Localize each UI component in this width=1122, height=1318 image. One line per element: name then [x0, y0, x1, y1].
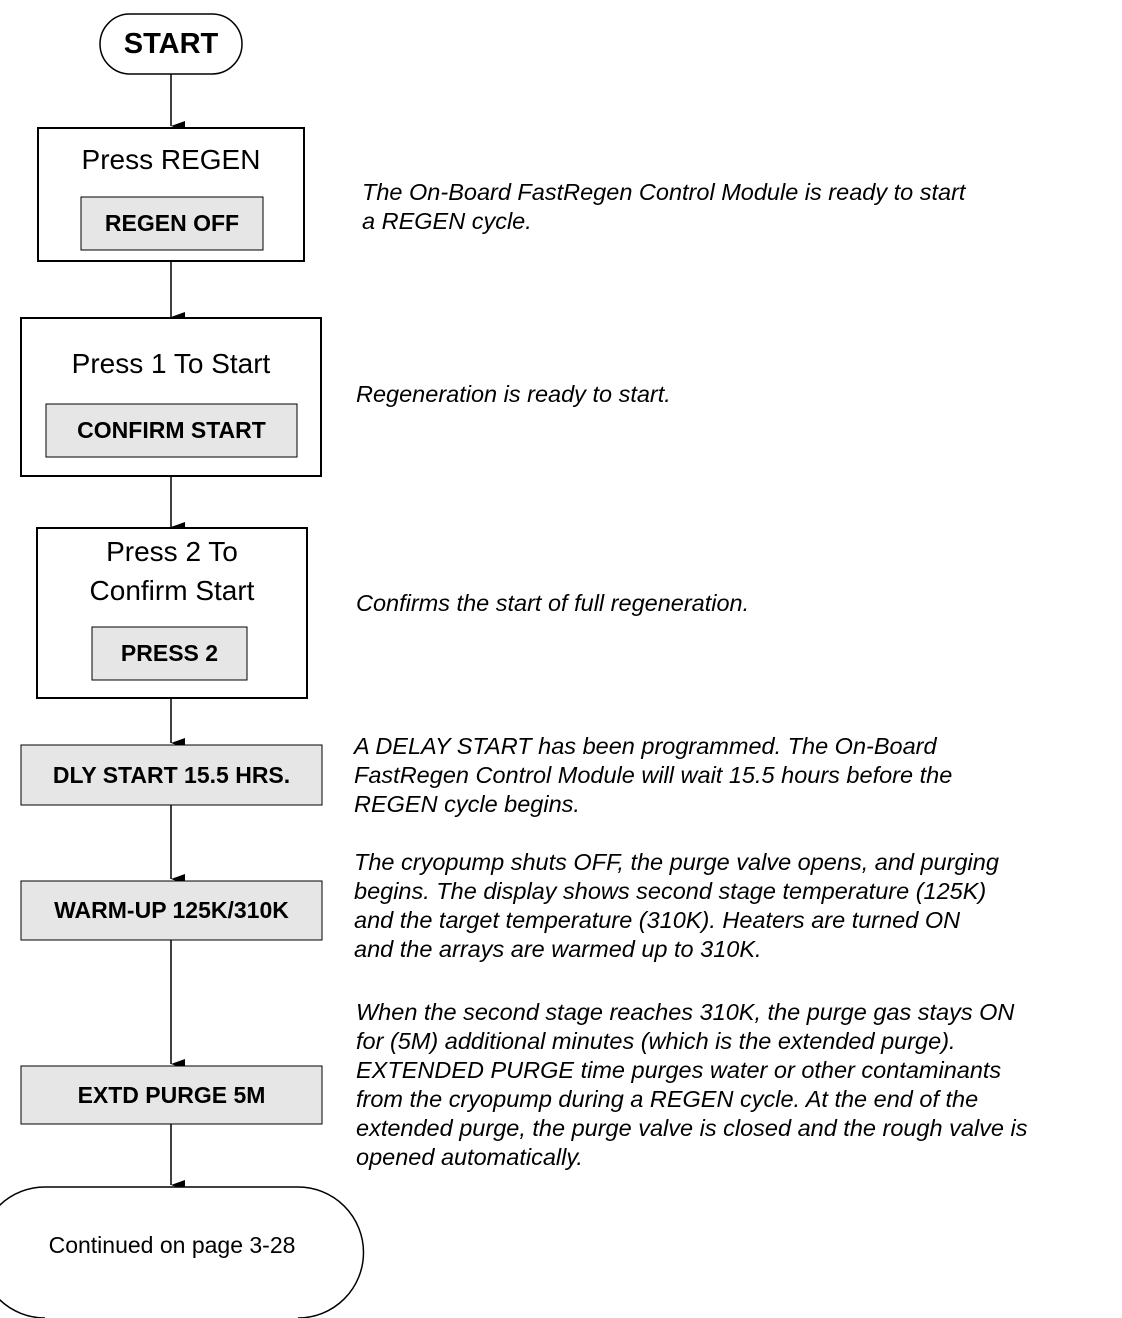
- description-line: Confirms the start of full regeneration.: [356, 590, 750, 616]
- description-line: Regeneration is ready to start.: [356, 381, 671, 407]
- description-line: EXTENDED PURGE time purges water or other contaminants: [356, 1057, 1002, 1083]
- description-line: REGEN cycle begins.: [354, 791, 580, 817]
- start-label: START: [123, 27, 219, 60]
- description-line: extended purge, the purge valve is closed and the rough valve is: [356, 1115, 1028, 1141]
- display-label-confirm-start: CONFIRM START: [77, 417, 266, 443]
- description-press-regen: [362, 178, 965, 236]
- description-line: and the arrays are warmed up to 310K.: [354, 936, 762, 962]
- step-title-press-regen: Press REGEN: [81, 144, 261, 175]
- step-title-press-2-line1: Press 2 To: [106, 536, 238, 567]
- description-press-1: [356, 380, 671, 409]
- description-line: begins. The display shows second stage temperature (125K): [354, 878, 987, 904]
- description-line: and the target temperature (310K). Heaters are turned ON: [354, 907, 961, 933]
- description-line: a REGEN cycle.: [362, 208, 532, 234]
- display-label-press-2: PRESS 2: [120, 640, 219, 666]
- description-extd-purge: [356, 998, 1028, 1172]
- description-line: for (5M) additional minutes (which is the extended purge).: [356, 1028, 956, 1054]
- description-line: from the cryopump during a REGEN cycle. At the end of the: [356, 1086, 979, 1112]
- display-label-extd-purge: EXTD PURGE 5M: [77, 1081, 266, 1108]
- description-warm-up: [354, 848, 999, 964]
- description-line: The cryopump shuts OFF, the purge valve opens, and purging: [354, 849, 999, 875]
- display-label-regen-off: REGEN OFF: [104, 210, 240, 236]
- description-line: FastRegen Control Module will wait 15.5 hours before the: [354, 762, 953, 788]
- step-title-press-1: Press 1 To Start: [71, 348, 271, 379]
- description-line: The On-Board FastRegen Control Module is ready to start: [362, 179, 966, 205]
- step-title-press-2-line2: Confirm Start: [89, 575, 255, 606]
- display-label-warm-up: WARM-UP 125K/310K: [54, 897, 289, 923]
- description-line: When the second stage reaches 310K, the purge gas stays ON: [356, 999, 1015, 1025]
- description-line: A DELAY START has been programmed. The On-Board: [354, 733, 937, 759]
- display-label-delay-start: DLY START 15.5 HRS.: [52, 761, 291, 788]
- description-line: opened automatically.: [356, 1144, 583, 1170]
- end-label: Continued on page 3-28: [48, 1231, 296, 1258]
- description-delay-start: [354, 732, 952, 819]
- description-press-2: [356, 589, 749, 618]
